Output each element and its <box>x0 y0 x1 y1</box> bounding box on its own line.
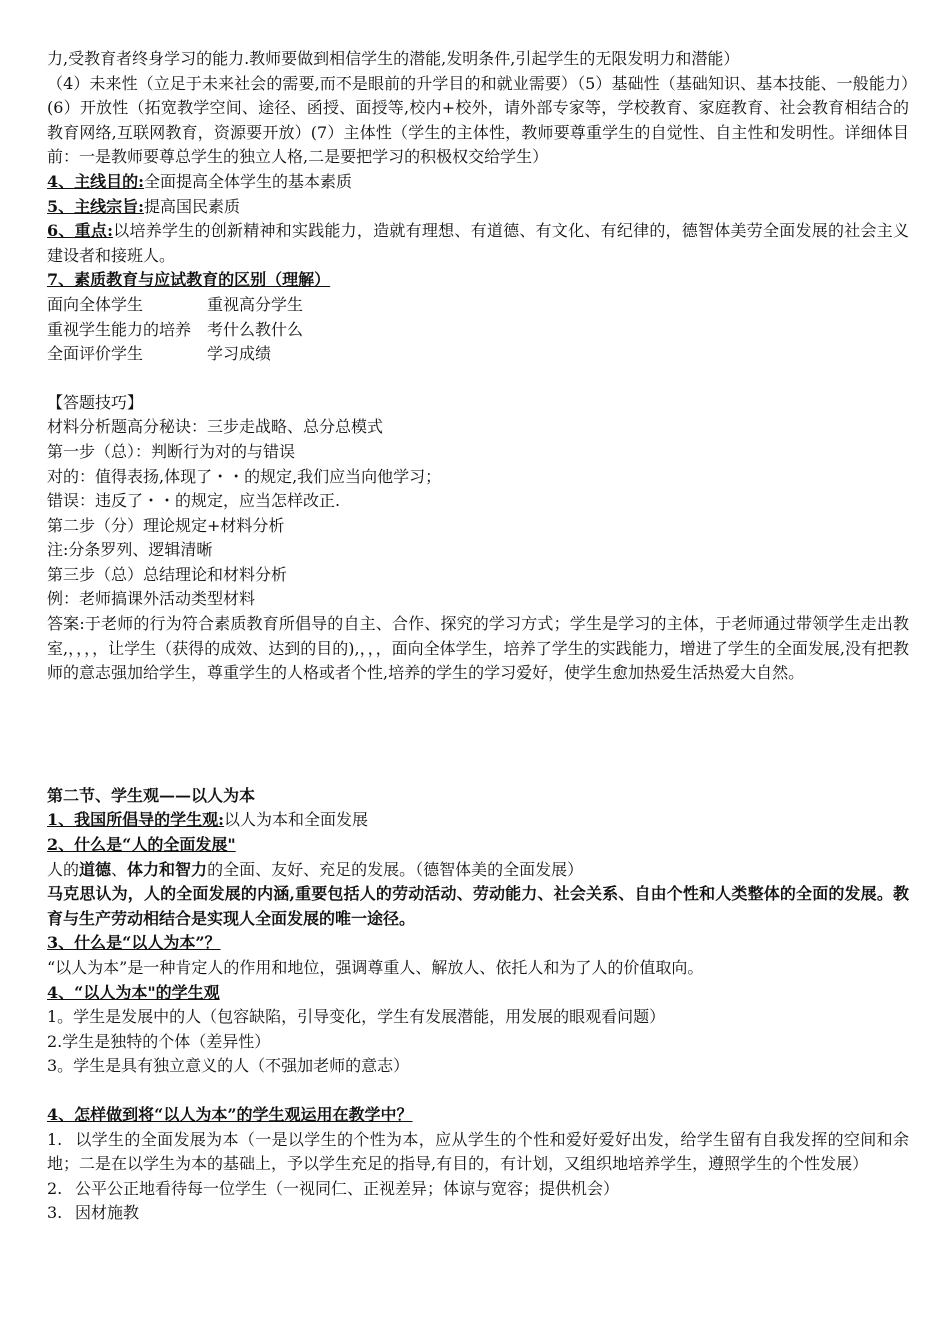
list-text: 以学生的全面发展为本（一是以学生的个性为本，应从学生的个性和爱好爱好出发，给学生留有自我发挥的空间和余地；二是在以学生为本的基础上，予以学生充足的指导,有目的，有计划，又组织地培养学生，遵照学生的个性发展） <box>47 1129 909 1174</box>
question-1-text: 以人为本和全面发展 <box>224 810 369 830</box>
compare-row <box>47 342 909 367</box>
compare-left: 面向全体学生 <box>47 294 144 314</box>
compare-right: 学习成绩 <box>207 344 272 364</box>
question-1-heading: 1、我国所倡导的学生观: <box>47 810 225 830</box>
question-5-heading: 4、怎样做到将“以人为本”的学生观运用在教学中？ <box>47 1104 413 1124</box>
item-5-text: 提高国民素质 <box>144 196 241 216</box>
item-4 <box>47 170 909 195</box>
tips-line: 注:分条罗列、逻辑清晰 <box>47 540 213 560</box>
tips-answer: 答案:于老师的行为符合素质教育所倡导的自主、合作、探究的学习方式；学生是学习的主体，于老师通过带领学生走出教室,，，，，让学生（获得的成效、达到的目的),，，，面向全体学生，培养了学生的实践能力，增进了学生的全面发展,没有把教师的意志强加给学生，尊重学生的人格或者个性,培养的学生的学习爱好，使学生愈加热爱生活热爱大自然。 <box>47 614 909 683</box>
section-2-title: 第二节、学生观——以人为本 <box>47 785 256 805</box>
education-features-paragraph: （4）未来性（立足于未来社会的需要,而不是眼前的升学目的和就业需要）（5）基础性（基础知识、基本技能、一般能力）(6）开放性（拓宽教学空间、途径、函授、面授等,校内+校外，请外部专家等，学校教育、家庭教育、社会教育相结合的教育网络,互联网教育，资源要开放）(7）主体性（学生的主体性，教师要尊重学生的自觉性、自主性和发明性。详细体目前：一是教师要尊总学生的独立人格,二是要把学习的积极权交给学生） <box>47 73 909 167</box>
tips-line: 第三步（总）总结理论和材料分析 <box>47 564 288 584</box>
question-3-heading: 3、什么是“以人为本”？ <box>47 933 221 953</box>
compare-right: 重视高分学生 <box>207 294 304 314</box>
list-text: 因材施教 <box>75 1203 140 1223</box>
q2-sep: 、 <box>111 859 128 879</box>
q2-bold-physical-intellect: 体力和智力 <box>127 859 208 879</box>
compare-right: 考什么教什么 <box>207 319 304 339</box>
list-number: 2. <box>47 1178 63 1198</box>
list-item <box>47 1201 909 1226</box>
compare-left: 重视学生能力的培养 <box>47 319 192 339</box>
question-4-heading: 4、“以人为本"的学生观 <box>47 982 220 1002</box>
item-5-heading: 5、主线宗旨: <box>47 196 145 216</box>
compare-row <box>47 293 909 318</box>
item-4-text: 全面提高全体学生的基本素质 <box>144 171 353 191</box>
question-2-heading: 2、什么是“人的全面发展" <box>47 835 236 855</box>
question-1 <box>47 808 909 833</box>
item-7-heading: 7、素质教育与应试教育的区别（理解） <box>47 270 331 290</box>
list-item: 3。学生是具有独立意义的人（不强加老师的意志） <box>47 1056 410 1076</box>
item-5 <box>47 195 909 220</box>
question-2-text <box>47 858 909 883</box>
question-3-text: “以人为本”是一种肯定人的作用和地位，强调尊重人、解放人、依托人和为了人的价值取向。 <box>47 958 704 977</box>
document-page <box>47 47 909 1226</box>
intro-line: 力,受教育者终身学习的能力.教师要做到相信学生的潜能,发明条件,引起学生的无限发明力和潜能） <box>47 49 740 68</box>
compare-left: 全面评价学生 <box>47 344 144 364</box>
list-item: 1。学生是发展中的人（包容缺陷，引导变化，学生有发展潜能，用发展的眼观看问题） <box>47 1007 666 1027</box>
marx-statement: 马克思认为，人的全面发展的内涵,重要包括人的劳动活动、劳动能力、社会关系、自由个性和人类整体的全面的发展。教育与生产劳动相结合是实现人全面发展的唯一途径。 <box>47 884 909 928</box>
tips-line: 对的：值得表扬,体现了・・的规定,我们应当向他学习； <box>47 466 442 486</box>
item-6 <box>47 219 909 268</box>
item-6-heading: 6、重点: <box>47 221 114 241</box>
tips-line: 第一步（总）：判断行为对的与错误 <box>47 441 296 461</box>
tips-title: 【答题技巧】 <box>47 392 144 412</box>
tips-line: 材料分析题高分秘诀：三步走战略、总分总模式 <box>47 417 384 437</box>
list-item: 2.学生是独特的个体（差异性） <box>47 1031 271 1051</box>
q2-post: 的全面、友好、充足的发展。（德智体美的全面发展） <box>207 859 584 879</box>
q2-pre: 人的 <box>47 859 80 879</box>
list-number: 3. <box>47 1203 63 1223</box>
list-text: 公平公正地看待每一位学生（一视同仁、正视差异；体谅与宽容；提供机会） <box>75 1178 620 1198</box>
compare-row <box>47 318 909 343</box>
list-item <box>47 1177 909 1202</box>
list-number: 1. <box>47 1129 63 1149</box>
tips-line: 第二步（分）理论规定+材料分析 <box>47 515 285 535</box>
item-4-heading: 4、主线目的: <box>47 171 145 191</box>
tips-line: 例：老师搞课外活动类型材料 <box>47 589 256 609</box>
list-item <box>47 1128 909 1177</box>
q2-bold-morality: 道德 <box>79 859 112 879</box>
item-7 <box>47 268 909 293</box>
item-6-text: 以培养学生的创新精神和实践能力，造就有理想、有道德、有文化、有纪律的，德智体美劳全面发展的社会主义建设者和接班人。 <box>47 221 909 265</box>
tips-line: 错误：违反了・・的规定，应当怎样改正. <box>47 491 341 511</box>
